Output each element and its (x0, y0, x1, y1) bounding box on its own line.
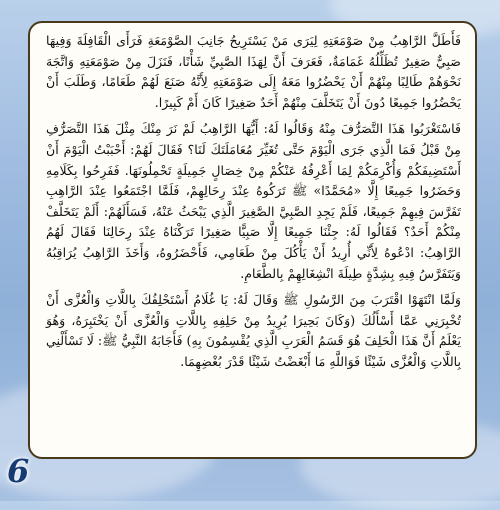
paragraph: فَاسْتَغْرَبُوا هَذَا التَّصَرُّفَ مِنْهُ وَقَالُوا لَهُ: أَيُّهَا الرَّاهِبُ لَمْ نَرَ مِنْكَ مِثْلَ هَذَا التَّصَرُّفِ مِنْ قَبْلُ فَمَا الَّذِي جَرَى الْيَوْمَ حَتَّى تُغَيِّرَ مُعَامَلَتَكَ لَنَا؟ فَقَالَ لَهُمْ: أَحْبَبْتُ الْيَوْمَ أَنْ أَسْتَضِيفَكُمْ وَأُكْرِمَكُمْ لِمَا أَعْرِفُهُ عَنْكُمْ مِنْ خِصَالٍ جَمِيلَةٍ تَحْمِلُونَهَا. فَفَرِحُوا بِكَلَامِهِ وَحَضَرُوا جَمِيعًا إِلَّا «مُحَمَّدًا» ﷺ تَرَكُوهُ عِنْدَ رِحَالِهِمْ، فَلَمَّا اجْتَمَعُوا عِنْدَ الرَّاهِبِ تَفَرَّسَ فِيهِمْ جَمِيعًا، فَلَمْ يَجِدِ الصَّبِيَّ الصَّغِيرَ الَّذِي يَبْحَثُ عَنْهُ، فَسَأَلَهُمْ: أَلَمْ يَتَخَلَّفْ مِنْكُمْ أَحَدٌ؟ فَقَالُوا لَهُ: جِئْنَا جَمِيعًا إِلَّا صَبِيًّا صَغِيرًا تَرَكْنَاهُ عِنْدَ رِحَالِنَا فَقَالَ لَهُمُ الرَّاهِبُ: ادْعُوهُ لِأَنِّي أُرِيدُ أَنْ يَأْكُلَ مِنْ طَعَامِي، فَأَحْضَرُوهُ، وَأَخَذَ الرَّاهِبُ يُرَاقِبُهُ وَيَتَفَرَّسُ فِيهِ بِشِدَّةٍ طِيلَةَ انْشِغَالِهِمْ بِالطَّعَامِ. (46, 121, 461, 281)
text-panel (28, 21, 477, 459)
paragraph: وَلَمَّا انْتَهَوْا اقْتَرَبَ مِنَ الرَّسُولِ ﷺ وَقَالَ لَهُ: يَا غُلَامُ أَسْتَحْلِفُكَ بِاللَّاتِ وَالْعُزَّى أَنْ تُخْبِرَنِي عَمَّا أَسْأَلُكَ (وَكَانَ بَحِيرَا يُرِيدُ مِنْ حَلِفِهِ بِاللَّاتِ وَالْعُزَّى أَنْ يَخْتَبِرَهُ، وَهُوَ يَعْلَمُ أَنَّ هَذَا الْحَلِفَ هُوَ قَسَمُ الْعَرَبِ الَّذِي يُقْسِمُونَ بِهِ) فَأَجَابَهُ النَّبِيُّ ﷺ: لَا تَسْأَلْنِي بِاللَّاتِ وَالْعُزَّى شَيْئًا فَوَاللَّهِ مَا أَبْغَضْتُ شَيْئًا قَدْرَ بُغْضِهِمَا. (46, 292, 461, 369)
paragraph: فَأَطَلَّ الرَّاهِبُ مِنْ صَوْمَعَتِهِ لِيَرَى مَنْ يَسْتَرِيحُ جَانِبَ الصَّوْمَعَةِ فَرَأَى الْقَافِلَةَ وَفِيهَا صَبِيٌّ صَغِيرٌ تُظَلِّلُهُ غَمَامَةٌ، فَعَرَفَ أَنَّ لِهَذَا الصَّبِيِّ شَأْنًا، فَنَزَلَ مِنْ صَوْمَعَتِهِ وَاتَّجَهَ نَحْوَهُمْ طَالِبًا مِنْهُمْ أَنْ يَحْضُرُوا مَعَهُ إِلَى صَوْمَعَتِهِ لِأَنَّهُ صَنَعَ لَهُمْ طَعَامًا، وَطَلَبَ أَنْ يَحْضُرُوا جَمِيعًا دُونَ أَنْ يَتَخَلَّفَ مِنْهُمْ أَحَدٌ صَغِيرًا كَانَ أَمْ كَبِيرًا. (46, 33, 461, 110)
page-number: 6 (7, 452, 30, 490)
story-text (46, 31, 461, 449)
